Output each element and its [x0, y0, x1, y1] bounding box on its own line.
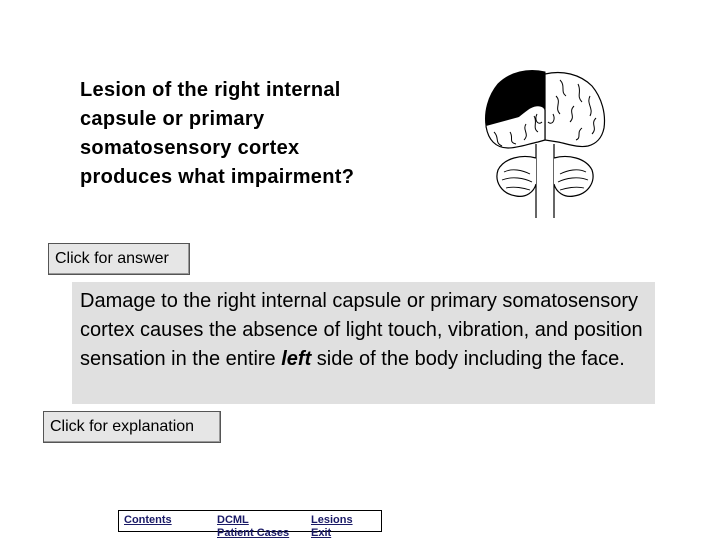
answer-text: [80, 287, 647, 374]
nav-link-lesions-label: Lesions: [311, 514, 353, 526]
question-line: Lesion of the right internal: [80, 79, 341, 101]
explanation-button-label: Click for explanation: [50, 418, 195, 435]
click-for-explanation-button[interactable]: [43, 411, 221, 443]
nav-link-contents-label: Contents: [124, 514, 172, 526]
click-for-answer-button[interactable]: [48, 243, 190, 275]
question-line: produces what impairment?: [80, 166, 355, 188]
brain-lesion-illustration: [482, 66, 608, 220]
question-text: [80, 76, 420, 192]
nav-link-contents[interactable]: [124, 514, 172, 527]
nav-link-exit-label: Exit: [311, 527, 332, 539]
navigation-bar: [118, 510, 382, 539]
nav-link-dcml-label: DCML: [217, 514, 249, 526]
answer-text-start: Damage to the right internal capsule or primary somatosensory cortex causes the absence of light touch, vibration, and position sensation in the entire: [80, 290, 643, 370]
nav-link-dcml-patient-cases[interactable]: [217, 514, 289, 540]
question-line: capsule or primary: [80, 108, 265, 130]
nav-link-lesions-exit[interactable]: [311, 514, 353, 540]
answer-panel: [72, 282, 655, 404]
answer-button-label: Click for answer: [55, 250, 169, 267]
answer-text-end: side of the body including the face.: [311, 348, 625, 370]
answer-emphasis: left: [281, 348, 312, 370]
nav-link-patient-cases-label: Patient Cases: [217, 527, 290, 539]
question-line: somatosensory cortex: [80, 137, 300, 159]
